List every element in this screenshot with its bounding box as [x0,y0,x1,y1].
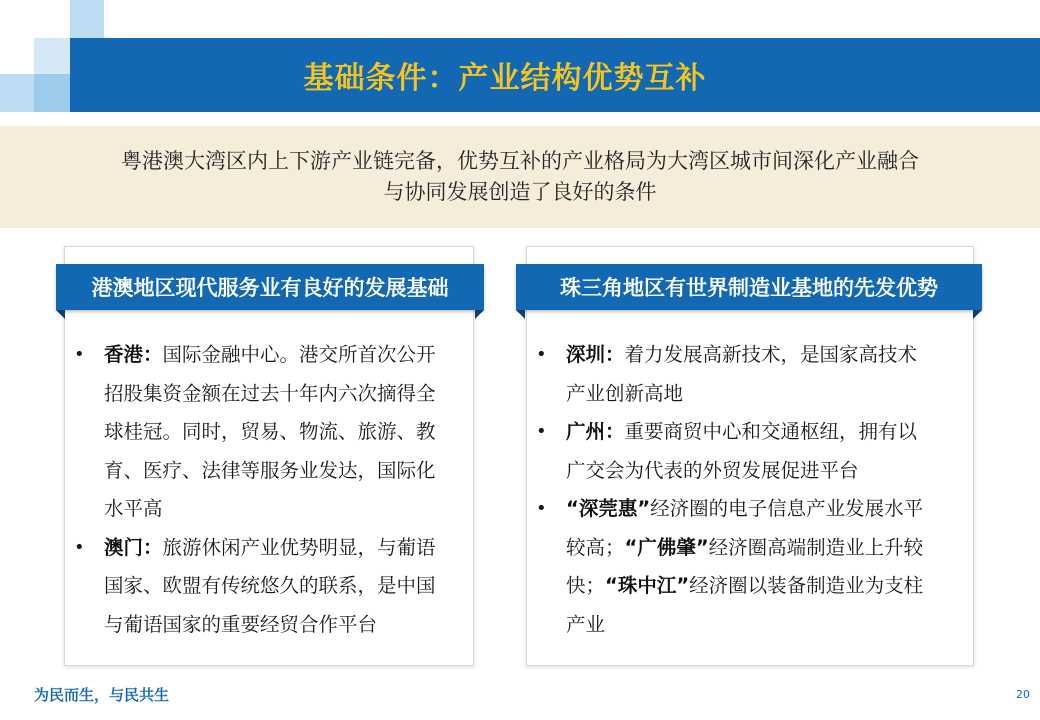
item-text: 重要商贸中心和交通枢纽，拥有以广交会为代表的外贸发展促进平台 [566,420,918,482]
page-number: 20 [1016,688,1030,701]
bullet: • [74,536,85,558]
list-item [74,336,454,529]
bullet: • [536,421,547,442]
ribbon-fold [516,310,525,319]
decor-square [34,74,70,112]
bullet: • [536,498,547,519]
item-name: 澳门 [104,535,144,559]
bullet: • [536,344,547,365]
ribbon-fold [475,310,484,319]
decor-square [34,38,70,74]
left-panel-heading: 港澳地区现代服务业有良好的发展基础 [56,264,484,310]
list-item [74,529,454,645]
item-name: 深圳 [566,343,606,366]
page-title: 基础条件：产业结构优势互补 [303,61,707,96]
item-sep: ： [143,535,163,559]
list-item [536,490,936,644]
item-name: 广州 [566,420,606,443]
bullet: • [74,344,85,365]
footer-slogan: 为民而生，与民共生 [34,686,170,704]
item-sep: ： [143,343,163,366]
summary-line: 与协同发展创造了良好的条件 [383,180,657,204]
item-sep: ： [605,343,625,366]
item-text: 经济圈的电子信息产业发展水平较高； [566,497,924,559]
list-item [536,336,936,413]
decor-square [0,74,34,112]
left-list [74,336,454,644]
ribbon-fold [56,310,65,319]
item-text: 国际金融中心。港交所首次公开招股集资金额在过去十年内六次摘得全球桂冠。同时，贸易、物流、旅游、教育、医疗、法律等服务业发达，国际化水平高 [104,343,436,520]
item-sep: ： [605,420,625,443]
region-name: “广佛肇” [624,535,709,559]
list-item [536,413,936,490]
item-name: 香港 [104,343,144,366]
item-text: 经济圈高端制造业上升较快； [566,535,924,597]
item-text: 着力发展高新技术，是国家高技术产业创新高地 [566,343,918,405]
item-text: 经济圈以装备制造业为支柱产业 [566,574,924,636]
summary-line: 粤港澳大湾区内上下游产业链完备，优势互补的产业格局为大湾区城市间深化产业融合 [121,149,919,173]
item-text: 旅游休闲产业优势明显，与葡语国家、欧盟有传统悠久的联系，是中国与葡语国家的重要经贸合作平台 [104,535,436,636]
title-bar [70,38,1040,112]
right-list [536,336,936,644]
region-name: “珠中江” [605,574,690,597]
summary-box [0,126,1040,228]
decor-square [70,0,104,38]
right-panel-heading: 珠三角地区有世界制造业基地的先发优势 [516,264,982,310]
region-name: “深莞惠” [566,497,651,520]
ribbon-fold [973,310,982,319]
